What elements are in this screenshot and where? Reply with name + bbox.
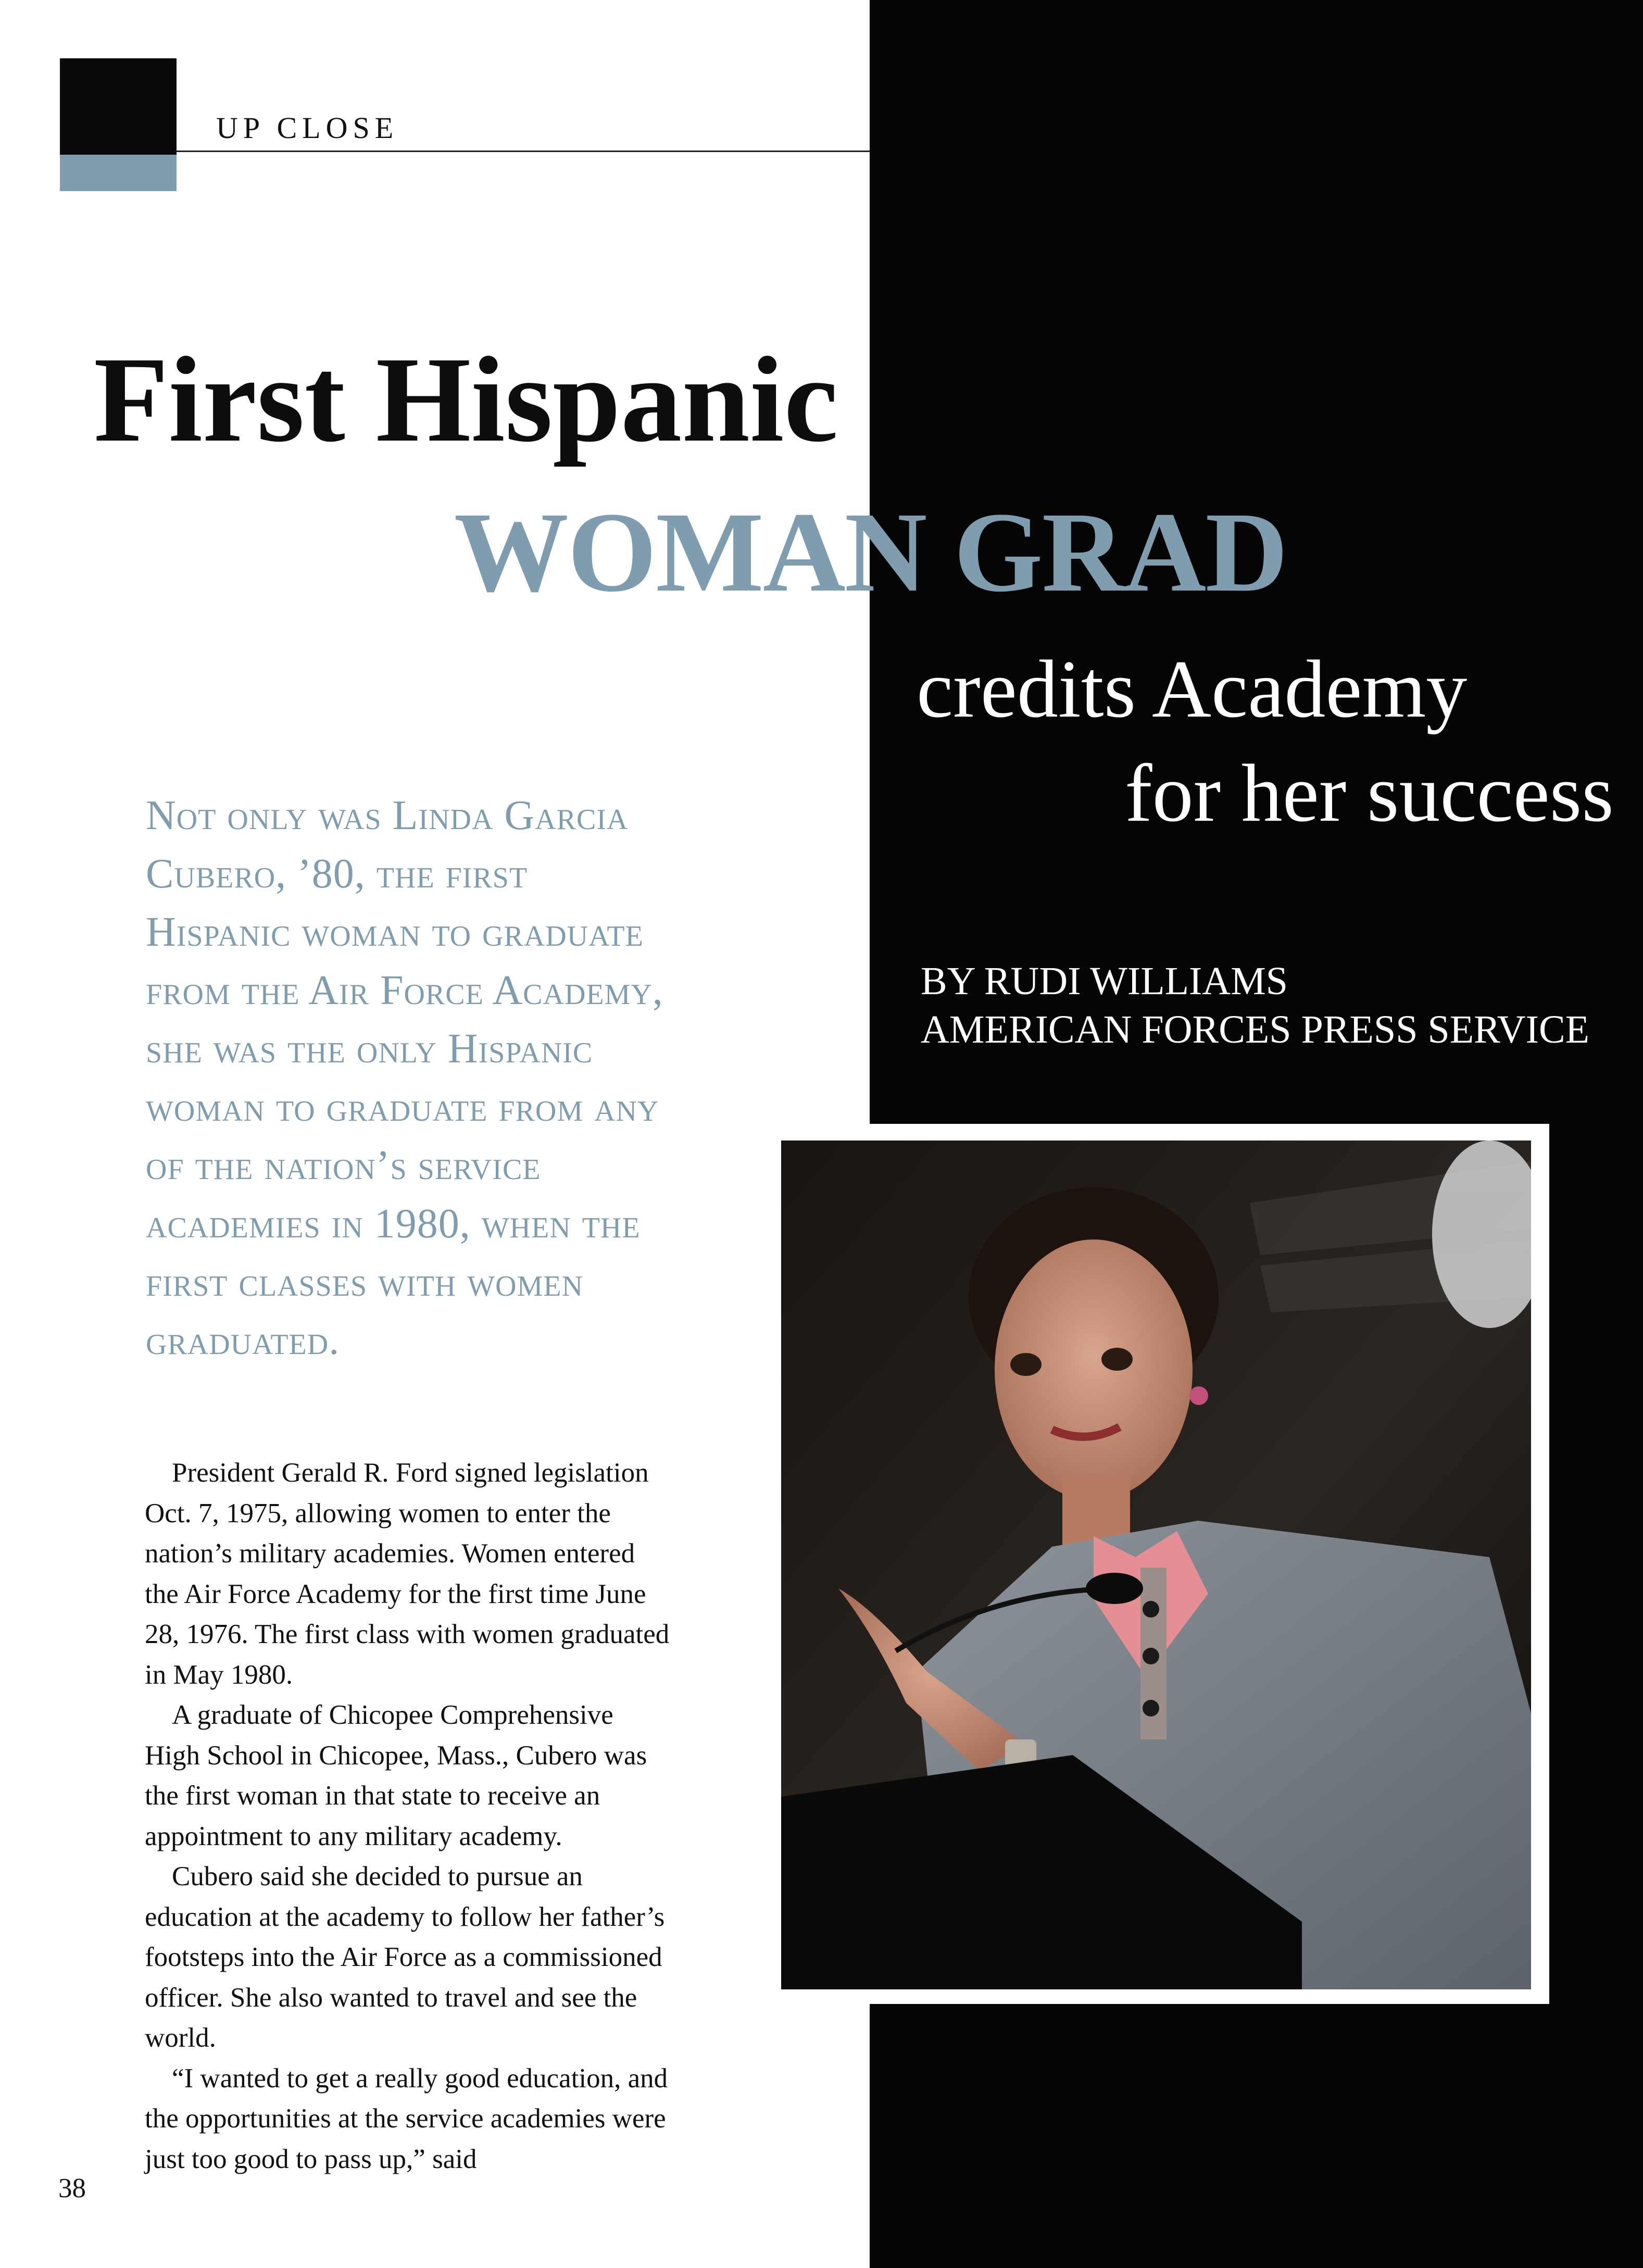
body-paragraph: Cubero said she decided to pursue an education at the academy to follow her father’s footsteps into the Air Force as a commissioned officer. She also wanted to travel and see the world. (145, 1861, 665, 2053)
section-label: UP CLOSE (216, 111, 399, 145)
section-marker-accent (60, 155, 177, 191)
headline-line-2: WOMAN GRAD (454, 488, 1287, 616)
section-marker-block (60, 58, 177, 155)
headline-line-3: credits Academy (917, 644, 1468, 735)
headline-line-1: First Hispanic (94, 332, 838, 467)
speaker-photo (781, 1141, 1531, 1989)
byline-organization: AMERICAN FORCES PRESS SERVICE (921, 1008, 1590, 1051)
article-deck: Not only was Linda Garcia Cubero, ’80, the first Hispanic woman to graduate from the Air Force Academy, she was the only Hispanic woman to graduate from any of the nation’s service academies in 1980, when the first classes with women graduated. (146, 793, 663, 1363)
section-divider-rule (177, 151, 870, 152)
byline-author: BY RUDI WILLIAMS (921, 959, 1288, 1003)
byline (921, 957, 1589, 1054)
article-body (145, 1453, 671, 2179)
body-paragraph: “I wanted to get a really good education, and the opportunities at the service academies were just too good to pass up,” said (145, 2063, 668, 2174)
body-paragraph: A graduate of Chicopee Comprehensive High School in Chicopee, Mass., Cubero was the first woman in that state to receive an appointment to any military academy. (145, 1700, 647, 1851)
headline-line-4: for her success (1125, 748, 1614, 839)
page-number: 38 (58, 2173, 86, 2203)
body-paragraph: President Gerald R. Ford signed legislation Oct. 7, 1975, allowing women to enter the nation’s military academies. Women entered the Air Force Academy for the first time June 28, 1976. The first class with women graduated in May 1980. (145, 1458, 670, 1690)
